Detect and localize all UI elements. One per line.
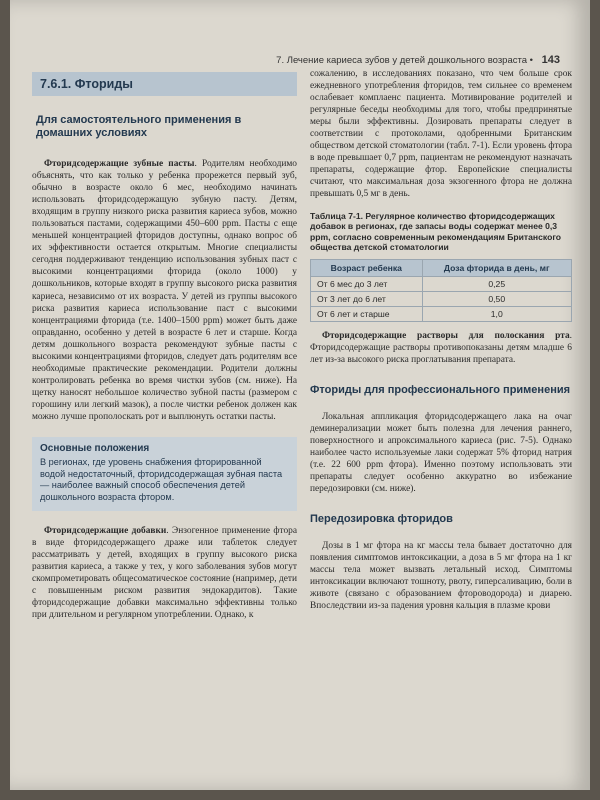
fluoride-dose-table (310, 259, 572, 322)
table-row (311, 291, 572, 306)
paragraph-continued: сожалению, в исследованиях показано, что чем больше срок ежедневного употребления фторидов, тем сильнее со временем ослабевает комплаенс пациента. Мотивирование родителей и регулярные беседы необходимы для того, чтобы предпринятые меры были эффективны. Дозировать препараты следует в соответствии с протоколами, одобренными Британским обществом детской стоматологии (табл. 7-1). Если уровень фтора в воде превышает 0,7 ppm, пациентам не рекомендуют назначать препараты, содержащие фтор. Европейские специалисты считают, что максимальная доза экзогенного фтора не должна превышать 0,5 мг в день. (310, 69, 572, 200)
page-number: 143 (541, 54, 560, 66)
running-head-chapter: 7. Лечение кариеса зубов у детей дошкольного возраста (276, 55, 528, 66)
paragraph-toothpastes (32, 158, 297, 423)
running-head (276, 54, 560, 66)
paragraph-lead: Фторидсодержащие зубные пасты (44, 159, 195, 169)
heading-professional-use: Фториды для профессионального применения (310, 383, 571, 396)
table-cell-age: От 3 лет до 6 лет (311, 291, 423, 306)
running-head-bullet: • (529, 55, 533, 66)
section-title: 7.6.1. Фториды (32, 72, 297, 96)
right-column (310, 68, 572, 612)
paragraph-overdose: Дозы в 1 мг фтора на кг массы тела бывает достаточно для появления симптомов интоксикации, а доза в 5 мг фтора на 1 кг массы тела может вызвать летальный исход. Симптомы интоксикации включают тошноту, рвоту, гиперсаливацию, боли в животе (связано с образованием фтороводорода) и диарею. Впоследствии из-за падения уровня кальция в плазме крови (310, 540, 572, 612)
paragraph-lead: Фторидсодержащие растворы для полоскания рта (322, 330, 570, 341)
table-header-age: Возраст ребенка (311, 259, 423, 276)
paragraph-lead: Фторидсодержащие добавки (44, 526, 167, 537)
key-points-box (32, 437, 297, 511)
table-cell-age: От 6 лет и старше (311, 306, 423, 321)
paragraph-professional: Локальная аппликация фторидсодержащего лака на очаг деминерализации может быть полезна для лечения раннего, поверхностного и апроксимального кариеса (рис. 7-5). Однако наиболее часто используемые лаки содержат 5% фторид натрия (т.е. 22 600 ppm фтора). Именно поэтому использовать эти препараты следует особенно аккуратно во избежание передозировки (см. ниже). (310, 411, 572, 494)
table-header-row (311, 259, 572, 276)
book-page (10, 0, 590, 790)
table-row (311, 276, 572, 291)
table-cell-dose: 0,50 (422, 291, 571, 306)
table-row (311, 306, 572, 321)
heading-overdose: Передозировка фторидов (310, 512, 453, 525)
paragraph-text: . Фторидсодержащие растворы противопоказаны детям младше 6 лет из-за высокого риска проглатывания препарата. (310, 330, 572, 365)
key-points-title: Основные положения (40, 443, 150, 455)
paragraph-text: . Родителям необходимо объяснять, что как только у ребенка прорежется первый зуб, обычно в возрасте около 6 мес, необходимо начинать использовать фторидсодержащую зубную пасту. Детям, входящим в группу низкого риска развития кариеса зубов, можно пользоваться пастами, содержащими 450–600 ppm. Пасты с еще меньшей концентрацией фторидов доступны, однако вопрос об их эффективности остается открытым. Многие специалисты сегодня поддерживают тенденцию использования зубных паст с высокими концентрациями фторида (около 1000) у дошкольников, которые входят в группу высокого риска развития кариеса, независимо от их возраста. У детей из группы высокого риска развития кариеса использование паст с высокими концентрациями фторида (т.е. 1400–1500 ppm) может быть даже оправданно, особенно у детей в возрасте 6 лет и старше. Когда детям дошкольного возраста рекомендуют зубные пасты с высокими концентрациями фторидов, следует дать родителям все необходимые практические рекомендации. Родители должны контролировать ребенка во время чистки зубов (см. ниже). На щетку наносят небольшое количество зубной пасты (размером с горошину или легкий мазок), а после чистки ребенок должен как можно лучше прополоскать рот и выплюнуть остатки пасты. (32, 159, 297, 422)
table-cell-dose: 1,0 (422, 306, 571, 321)
table-caption: Таблица 7-1. Регулярное количество фторидсодержащих добавок в регионах, где запасы воды содержат менее 0,3 ppm, согласно современным рекомендациям Британского общества детской стоматологии (310, 210, 562, 253)
sub-heading-home-use: Для самостоятельного применения в домашних условиях (36, 114, 242, 139)
table-header-dose: Доза фторида в день, мг (422, 259, 571, 276)
left-column (32, 68, 297, 621)
table-cell-dose: 0,25 (422, 276, 571, 291)
key-points-text: В регионах, где уровень снабжения фторированной водой недостаточный, фторидсодержащая зубная паста — наиболее важный способ обеспечения детей дошкольного возраста фтором. (40, 457, 283, 502)
paragraph-text: . Энзогенное применение фтора в виде фторидсодержащего драже или таблеток следует рассматривать у детей, входящих в группу высокого риска развития кариеса, а также у тех, у кого заболевания зубов могут скомпрометировать общесоматическое состояние (например, дети с повышенным риском развития эндокардитов). Такие фторидсодержащие добавки максимально эффективны только при длительном и регулярном употреблении. Однако, к (32, 526, 297, 621)
paragraph-mouth-rinses (310, 330, 572, 366)
paragraph-supplements (32, 525, 297, 621)
table-cell-age: От 6 мес до 3 лет (311, 276, 423, 291)
